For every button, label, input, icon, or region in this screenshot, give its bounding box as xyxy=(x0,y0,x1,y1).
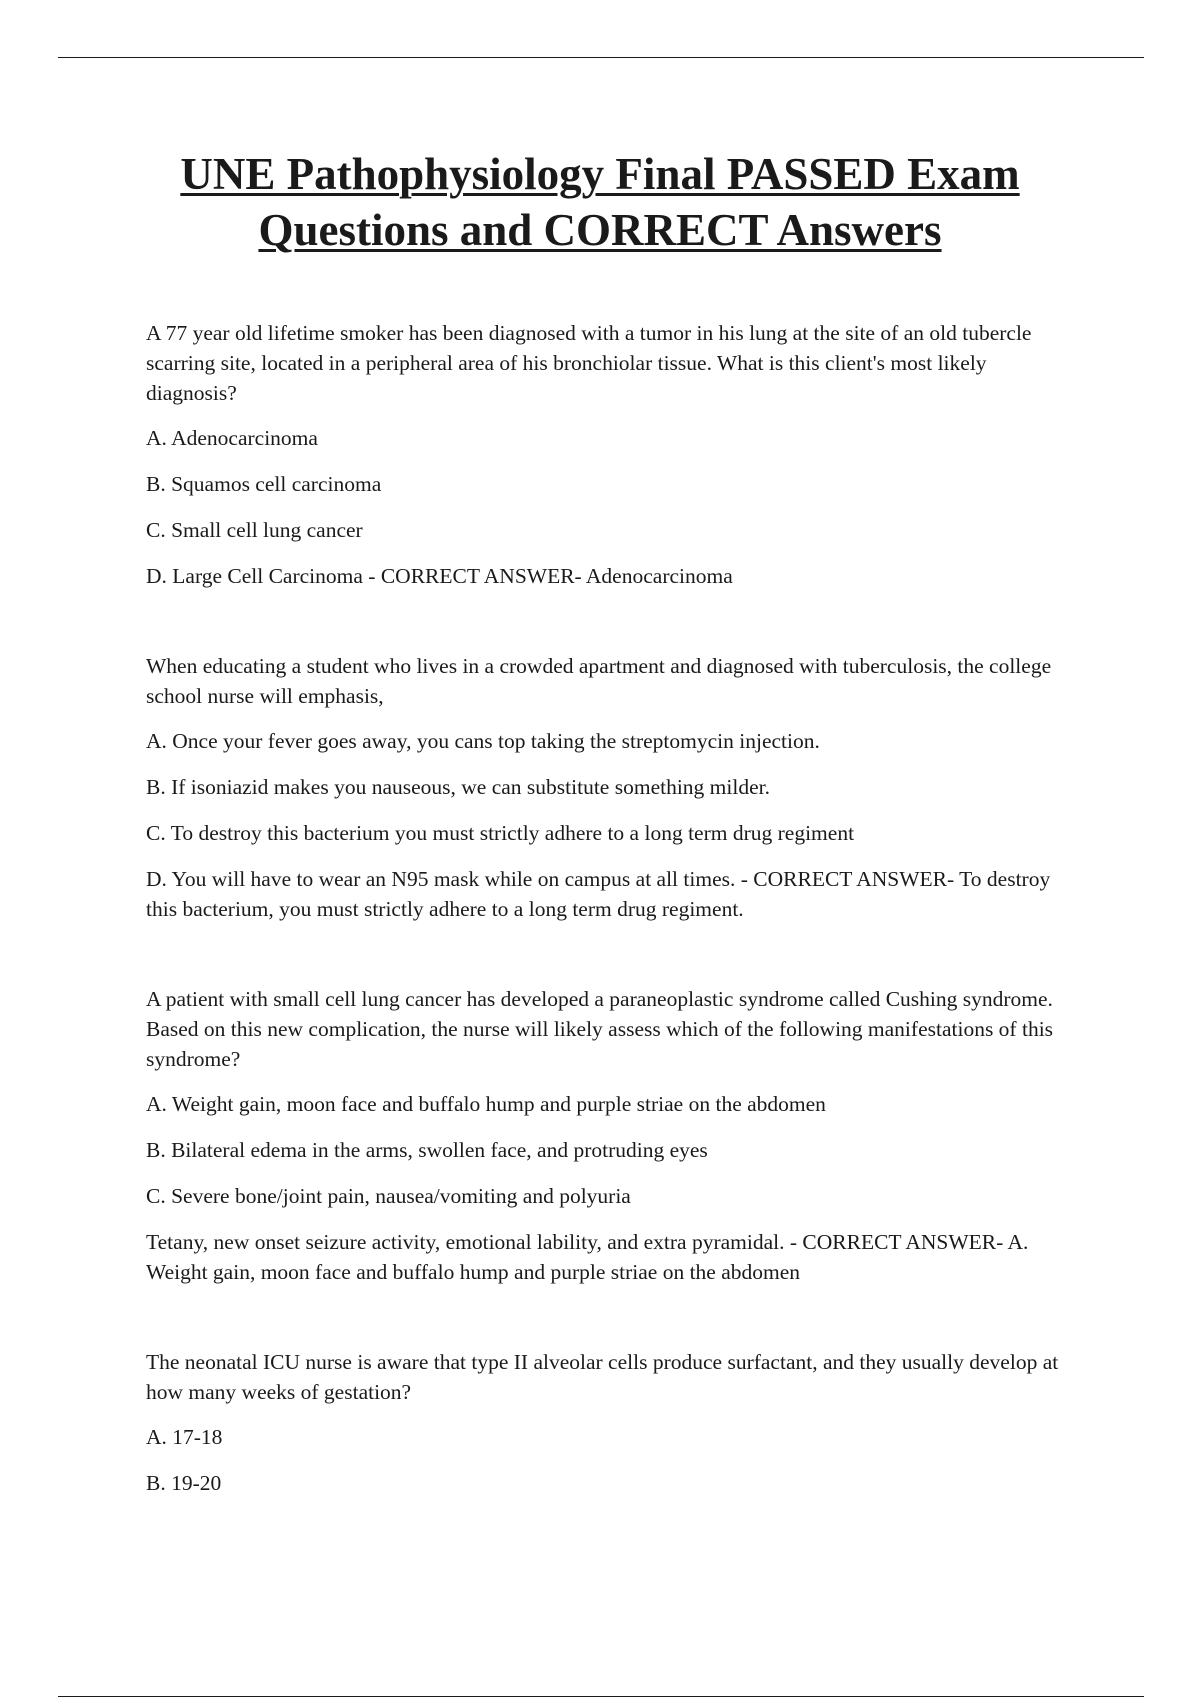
question-block-3 xyxy=(146,984,1066,1287)
answer-option-b: B. If isoniazid makes you nauseous, we can substitute something milder. xyxy=(146,775,770,799)
answer-option-a: A. Once your fever goes away, you cans top taking the streptomycin injection. xyxy=(146,729,820,753)
answer-option-a: A. 17-18 xyxy=(146,1425,223,1449)
question-block-2 xyxy=(146,651,1066,924)
answer-option-b: B. 19-20 xyxy=(146,1471,222,1495)
question-block-1 xyxy=(146,318,1066,591)
answer-option-a: A. Weight gain, moon face and buffalo hump and purple striae on the abdomen xyxy=(146,1092,826,1116)
answer-option-c: C. To destroy this bacterium you must strictly adhere to a long term drug regiment xyxy=(146,821,855,845)
title-line-1: UNE Pathophysiology Final PASSED Exam xyxy=(180,149,1020,199)
answer-option-c: C. Small cell lung cancer xyxy=(146,518,363,542)
question-block-4 xyxy=(146,1347,1066,1498)
answer-option-b: B. Bilateral edema in the arms, swollen face, and protruding eyes xyxy=(146,1138,708,1162)
questions-list xyxy=(146,318,1066,1558)
question-text: A 77 year old lifetime smoker has been diagnosed with a tumor in his lung at the site of an old tubercle scarring site, located in a peripheral area of his bronchiolar tissue. What is this client's most likely diagnosis? xyxy=(146,321,1032,405)
top-rule xyxy=(58,57,1144,58)
question-text: When educating a student who lives in a crowded apartment and diagnosed with tuberculosis, the college school nurse will emphasis, xyxy=(146,654,1052,708)
question-text: A patient with small cell lung cancer has developed a paraneoplastic syndrome called Cushing syndrome. Based on this new complication, the nurse will likely assess which of the following manifestations of this syndrome? xyxy=(146,987,1054,1071)
answer-option-d: D. Large Cell Carcinoma - CORRECT ANSWER- Adenocarcinoma xyxy=(146,564,733,588)
document-title xyxy=(60,146,1140,258)
question-text: The neonatal ICU nurse is aware that type II alveolar cells produce surfactant, and they usually develop at how many weeks of gestation? xyxy=(146,1350,1059,1404)
answer-option-c: C. Severe bone/joint pain, nausea/vomiting and polyuria xyxy=(146,1184,631,1208)
bottom-rule xyxy=(58,1696,1144,1697)
answer-option-b: B. Squamos cell carcinoma xyxy=(146,472,382,496)
answer-option-a: A. Adenocarcinoma xyxy=(146,426,318,450)
answer-option-d: Tetany, new onset seizure activity, emotional lability, and extra pyramidal. - CORRECT ANSWER- A. Weight gain, moon face and buffalo hump and purple striae on the abdomen xyxy=(146,1230,1029,1284)
answer-option-d: D. You will have to wear an N95 mask while on campus at all times. - CORRECT ANSWER- To destroy this bacterium, you must strictly adhere to a long term drug regiment. xyxy=(146,867,1051,921)
title-line-2: Questions and CORRECT Answers xyxy=(258,205,942,255)
